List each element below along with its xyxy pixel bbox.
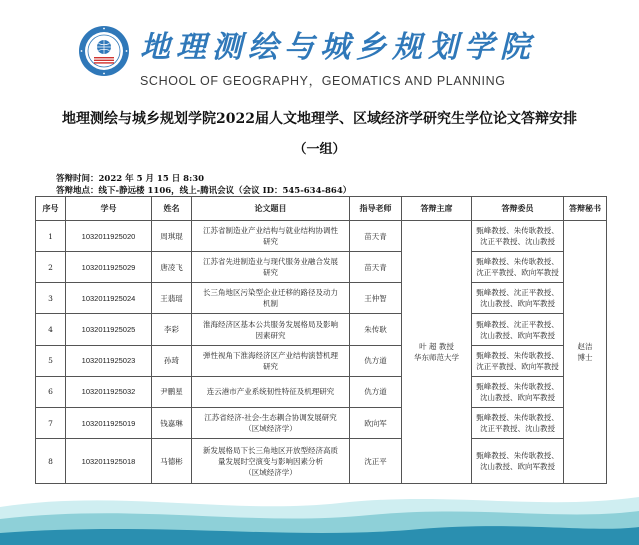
table-row (36, 314, 607, 345)
chair-name: 叶 超 教授 (419, 342, 454, 351)
cell-committee (472, 407, 564, 438)
cell-sid: 1032011925020 (66, 221, 152, 252)
cell-advisor: 苗天青 (350, 221, 402, 252)
cell-thesis (192, 221, 350, 252)
cell-committee (472, 439, 564, 484)
cell-advisor: 苗天青 (350, 252, 402, 283)
cell-advisor: 欧向军 (350, 407, 402, 438)
header-cell-no: 序号 (36, 197, 66, 221)
cell-name: 唐凌飞 (152, 252, 192, 283)
thesis-line: 长三角地区污染型企业迁移的路径及动力 (203, 288, 338, 298)
cell-no: 5 (36, 345, 66, 376)
school-name-en: SCHOOL OF GEOGRAPHY，GEOMATICS AND PLANNING (140, 74, 506, 88)
cell-thesis (192, 283, 350, 314)
thesis-line: 量发展时空演变与影响因素分析 (218, 456, 323, 466)
cell-name: 周琪琨 (152, 221, 192, 252)
cell-thesis (192, 376, 350, 407)
cell-no: 3 (36, 283, 66, 314)
committee-line: 甄峰教授、朱传耿教授、 (476, 350, 559, 360)
thesis-line: （区域经济学） (244, 467, 297, 477)
thesis-line: 弹性视角下淮海经济区产业结构演替机理 (203, 350, 338, 360)
header-cell-sid: 学号 (66, 197, 152, 221)
thesis-line: 连云港市产业系统韧性特征及机理研究 (206, 387, 335, 397)
cell-no: 7 (36, 407, 66, 438)
cell-sid: 1032011925019 (66, 407, 152, 438)
committee-line: 甄峰教授、朱传耿教授、 (476, 257, 559, 267)
cell-committee (472, 252, 564, 283)
cell-thesis (192, 345, 350, 376)
thesis-line: 新发展格局下长三角地区开放型经济高质 (203, 445, 338, 455)
cell-no: 4 (36, 314, 66, 345)
committee-line: 沈正平教授、欧向军教授 (476, 268, 559, 278)
defense-location: 答辩地点：线下-静远楼 1106，线上-腾讯会议（会议 ID：545-634-864） (56, 186, 352, 196)
secretary-name: 赵洁 (577, 342, 593, 351)
committee-line: 甄峰教授、沈正平教授、 (476, 319, 559, 329)
thesis-line: 因素研究 (255, 330, 286, 340)
header (0, 0, 639, 92)
thesis-line: 淮海经济区基本公共服务发展格局及影响 (203, 319, 338, 329)
committee-line: 甄峰教授、朱传耿教授、 (476, 413, 559, 423)
cell-no: 2 (36, 252, 66, 283)
table-row (36, 252, 607, 283)
header-cell-name: 姓名 (152, 197, 192, 221)
cell-advisor: 王仲智 (350, 283, 402, 314)
cell-sid: 1032011925018 (66, 439, 152, 484)
cell-name: 王翡瑶 (152, 283, 192, 314)
cell-sid: 1032011925029 (66, 252, 152, 283)
cell-committee (472, 283, 564, 314)
cell-advisor: 沈正平 (350, 439, 402, 484)
cell-committee (472, 376, 564, 407)
cell-thesis (192, 252, 350, 283)
thesis-line: 研究 (263, 361, 278, 371)
committee-line: 沈山教授、欧向军教授 (480, 299, 555, 309)
header-cell-thesis: 论文题目 (192, 197, 350, 221)
table-row (36, 345, 607, 376)
cell-committee (472, 314, 564, 345)
committee-line: 甄峰教授、沈正平教授、 (476, 288, 559, 298)
cell-advisor: 朱传耿 (350, 314, 402, 345)
thesis-line: 研究 (263, 268, 278, 278)
document-title: 地理测绘与城乡规划学院2022届人文地理学、区域经济学研究生学位论文答辩安排 (62, 111, 577, 127)
table-row (36, 407, 607, 438)
thesis-line: 江苏省先进制造业与现代服务业融合发展 (203, 257, 338, 267)
cell-name: 李彩 (152, 314, 192, 345)
cell-committee (472, 221, 564, 252)
committee-line: 沈正平教授、沈山教授 (480, 237, 555, 247)
committee-line: 沈正平教授、沈山教授 (480, 424, 555, 434)
committee-line: 甄峰教授、朱传耿教授、 (476, 226, 559, 236)
cell-advisor: 仇方道 (350, 345, 402, 376)
header-cell-chair: 答辩主席 (402, 197, 472, 221)
cell-thesis (192, 439, 350, 484)
cell-name: 孙琦 (152, 345, 192, 376)
thesis-line: 研究 (263, 237, 278, 247)
cell-thesis (192, 314, 350, 345)
table-row (36, 221, 607, 252)
committee-line: 沈山教授、欧向军教授 (480, 392, 555, 402)
cell-sid: 1032011925032 (66, 376, 152, 407)
committee-line: 甄峰教授、朱传耿教授、 (476, 381, 559, 391)
document-subtitle: （一组） (293, 142, 346, 157)
committee-line: 沈山教授、欧向军教授 (480, 330, 555, 340)
table-row (36, 376, 607, 407)
chair-affiliation: 华东师范大学 (414, 353, 459, 362)
table-header-row (36, 197, 607, 221)
cell-sid: 1032011925024 (66, 283, 152, 314)
cell-committee (472, 345, 564, 376)
footer-wave-decoration (0, 485, 639, 545)
school-name-cn: 地理测绘与城乡规划学院 (140, 30, 536, 62)
thesis-line: （区域经济学） (244, 424, 297, 434)
thesis-line: 机制 (263, 299, 278, 309)
cell-name: 马德彬 (152, 439, 192, 484)
cell-advisor: 仇方道 (350, 376, 402, 407)
cell-secretary (564, 221, 607, 484)
cell-chair (402, 221, 472, 484)
table-row (36, 439, 607, 484)
schedule-table (35, 196, 607, 484)
thesis-line: 江苏省经济-社会-生态耦合协调发展研究 (204, 413, 337, 423)
header-cell-secretary: 答辩秘书 (564, 197, 607, 221)
cell-thesis (192, 407, 350, 438)
committee-line: 甄峰教授、朱传耿教授、 (476, 451, 559, 461)
defense-time: 答辩时间：2022 年 5 月 15 日 8:30 (56, 174, 205, 184)
cell-sid: 1032011925025 (66, 314, 152, 345)
cell-no: 1 (36, 221, 66, 252)
university-seal-icon (78, 25, 130, 77)
cell-name: 尹鹏星 (152, 376, 192, 407)
cell-sid: 1032011925023 (66, 345, 152, 376)
thesis-line: 江苏省制造业产业结构与就业结构协调性 (203, 226, 338, 236)
header-cell-committee: 答辩委员 (472, 197, 564, 221)
header-cell-advisor: 指导老师 (350, 197, 402, 221)
committee-line: 沈正平教授、欧向军教授 (476, 361, 559, 371)
committee-line: 沈山教授、欧向军教授 (480, 462, 555, 472)
cell-name: 钱嘉琳 (152, 407, 192, 438)
cell-no: 6 (36, 376, 66, 407)
secretary-title: 博士 (577, 353, 593, 362)
cell-no: 8 (36, 439, 66, 484)
table-row (36, 283, 607, 314)
